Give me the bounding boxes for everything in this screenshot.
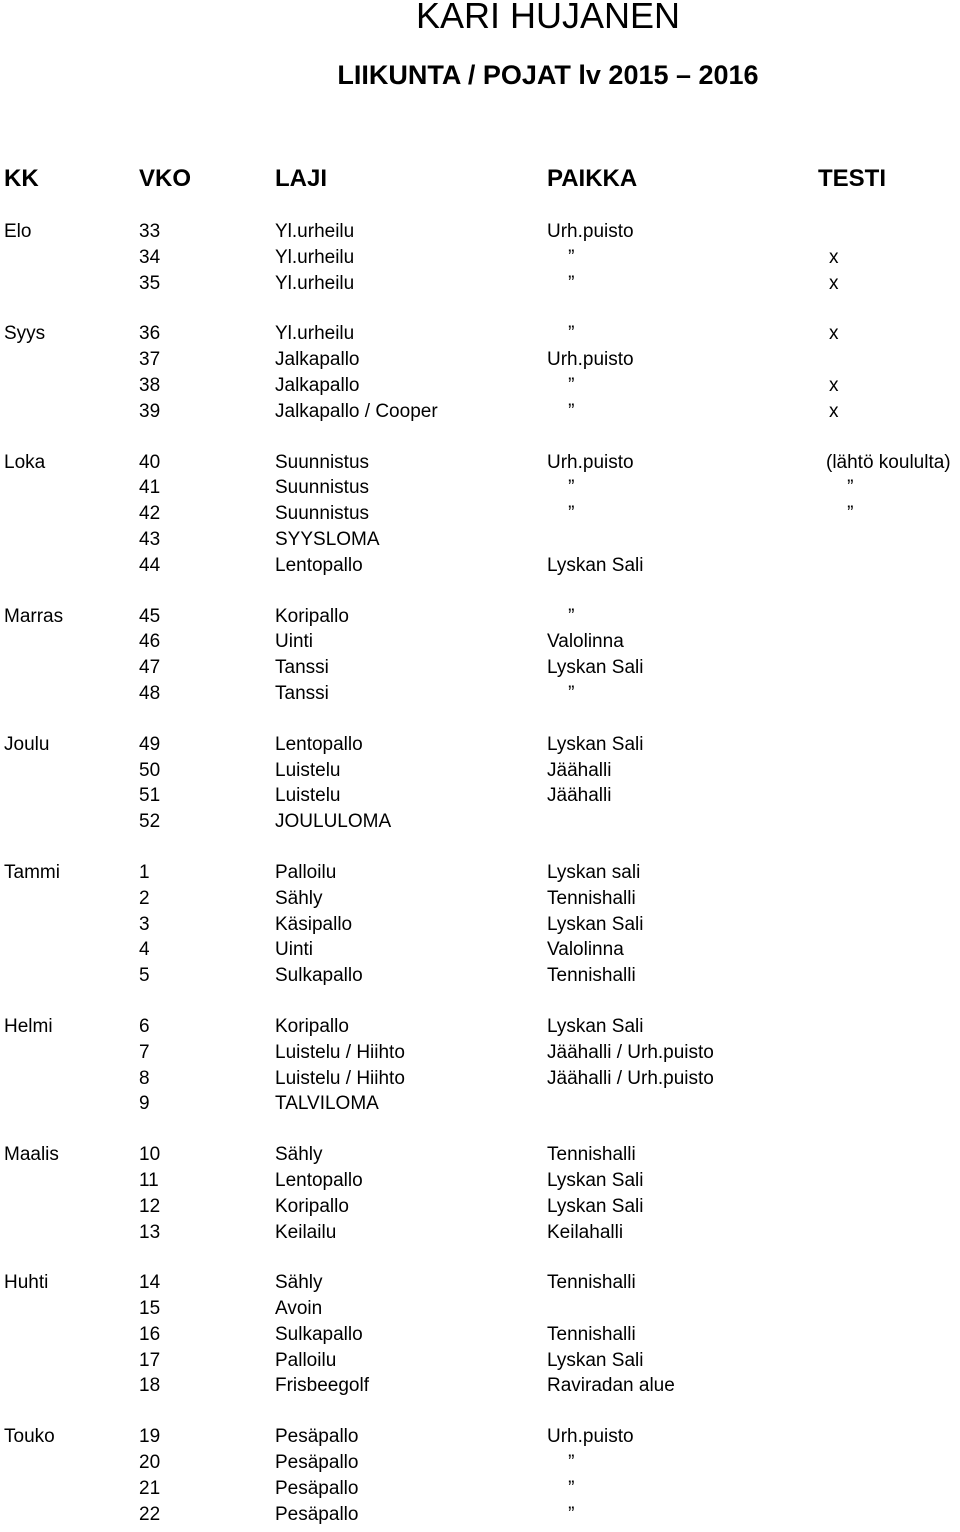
cell-vko: 20 bbox=[139, 1452, 161, 1474]
cell-paikka: Urh.puisto bbox=[547, 1426, 634, 1448]
table-row bbox=[0, 1297, 960, 1323]
cell-laji: Frisbeegolf bbox=[275, 1375, 369, 1397]
table-row bbox=[0, 1195, 960, 1221]
cell-laji: Sähly bbox=[275, 1272, 323, 1294]
cell-vko: 8 bbox=[139, 1067, 150, 1089]
cell-paikka: Lyskan Sali bbox=[547, 913, 644, 935]
table-row bbox=[0, 1451, 960, 1477]
cell-kk: Elo bbox=[4, 221, 32, 242]
cell-laji: Luistelu / Hiihto bbox=[275, 1041, 405, 1063]
table-row bbox=[0, 1477, 960, 1503]
cell-paikka: Urh.puisto bbox=[547, 349, 634, 371]
cell-vko: 38 bbox=[139, 374, 161, 396]
table-row bbox=[0, 220, 960, 246]
cell-laji: Uinti bbox=[275, 939, 314, 961]
cell-laji: Palloilu bbox=[275, 1349, 337, 1371]
cell-laji: Pesäpallo bbox=[275, 1452, 359, 1474]
cell-paikka: Lyskan Sali bbox=[547, 1349, 644, 1371]
table-row bbox=[0, 1041, 960, 1067]
cell-laji: Pesäpallo bbox=[275, 1503, 359, 1525]
cell-paikka: ” bbox=[547, 605, 575, 627]
cell-vko: 52 bbox=[139, 811, 161, 833]
cell-laji: Lentopallo bbox=[275, 554, 363, 576]
header-testi: TESTI bbox=[818, 165, 887, 192]
cell-laji: Suunnistus bbox=[275, 503, 370, 525]
table-row bbox=[0, 1143, 960, 1169]
cell-kk: Marras bbox=[4, 605, 64, 627]
cell-vko: 44 bbox=[139, 554, 161, 576]
cell-vko: 45 bbox=[139, 605, 161, 627]
cell-vko: 43 bbox=[139, 528, 161, 550]
cell-laji: Sähly bbox=[275, 1144, 323, 1166]
cell-vko: 40 bbox=[139, 451, 161, 473]
cell-vko: 18 bbox=[139, 1375, 161, 1397]
cell-kk: Huhti bbox=[4, 1272, 49, 1294]
cell-vko: 9 bbox=[139, 1093, 150, 1115]
cell-paikka: ” bbox=[547, 1503, 575, 1525]
cell-vko: 41 bbox=[139, 477, 161, 499]
cell-laji: Sähly bbox=[275, 887, 323, 909]
cell-paikka: Lyskan Sali bbox=[547, 1195, 644, 1217]
cell-vko: 3 bbox=[139, 913, 150, 935]
cell-vko: 6 bbox=[139, 1015, 150, 1037]
cell-paikka: Tennishalli bbox=[547, 1272, 636, 1294]
cell-vko: 34 bbox=[139, 246, 161, 268]
page-subtitle: LIIKUNTA / POJAT lv 2015 – 2016 bbox=[337, 60, 759, 90]
cell-testi: x bbox=[829, 323, 839, 345]
cell-paikka: ” bbox=[547, 400, 575, 422]
cell-kk: Tammi bbox=[4, 861, 60, 883]
cell-kk: Loka bbox=[4, 451, 46, 473]
cell-paikka: Lyskan Sali bbox=[547, 554, 644, 576]
table-row bbox=[0, 887, 960, 913]
cell-kk: Helmi bbox=[4, 1015, 53, 1037]
cell-vko: 22 bbox=[139, 1503, 161, 1525]
cell-vko: 51 bbox=[139, 785, 161, 807]
header-vko: VKO bbox=[139, 165, 192, 192]
cell-paikka: Lyskan sali bbox=[547, 861, 641, 883]
cell-paikka: Jäähalli / Urh.puisto bbox=[547, 1041, 714, 1063]
cell-paikka: Keilahalli bbox=[547, 1221, 624, 1243]
cell-laji: Koripallo bbox=[275, 1015, 349, 1037]
cell-paikka: Raviradan alue bbox=[547, 1375, 675, 1397]
cell-paikka: Valolinna bbox=[547, 939, 624, 961]
table-row bbox=[0, 528, 960, 554]
table-row bbox=[0, 656, 960, 682]
table-row bbox=[0, 938, 960, 964]
cell-paikka: ” bbox=[547, 503, 575, 525]
cell-laji: JOULULOMA bbox=[275, 811, 392, 833]
table-row bbox=[0, 1503, 960, 1529]
cell-paikka: Lyskan Sali bbox=[547, 1169, 644, 1191]
cell-vko: 11 bbox=[139, 1169, 159, 1191]
cell-laji: Sulkapallo bbox=[275, 1323, 363, 1345]
cell-laji: TALVILOMA bbox=[275, 1093, 379, 1115]
table-row bbox=[0, 810, 960, 836]
cell-vko: 35 bbox=[139, 272, 161, 294]
cell-laji: Luistelu bbox=[275, 785, 341, 807]
table-row bbox=[0, 1323, 960, 1349]
cell-kk: Syys bbox=[4, 323, 46, 345]
table-row bbox=[0, 374, 960, 400]
cell-vko: 19 bbox=[139, 1426, 161, 1448]
cell-laji: Suunnistus bbox=[275, 477, 370, 499]
cell-vko: 36 bbox=[139, 323, 161, 345]
table-row bbox=[0, 1169, 960, 1195]
cell-paikka: Lyskan Sali bbox=[547, 657, 644, 679]
cell-laji: Keilailu bbox=[275, 1221, 337, 1243]
cell-vko: 33 bbox=[139, 221, 161, 242]
cell-laji: Jalkapallo bbox=[275, 349, 360, 371]
cell-laji: Lentopallo bbox=[275, 733, 363, 755]
cell-laji: Lentopallo bbox=[275, 1169, 363, 1191]
cell-kk: Joulu bbox=[4, 733, 50, 755]
table-row bbox=[0, 1067, 960, 1093]
table-row bbox=[0, 400, 960, 426]
cell-vko: 48 bbox=[139, 682, 161, 704]
cell-vko: 14 bbox=[139, 1272, 161, 1294]
cell-laji: Luistelu bbox=[275, 759, 341, 781]
table-row bbox=[0, 784, 960, 810]
cell-testi: ” bbox=[826, 503, 854, 525]
cell-testi: x bbox=[829, 400, 839, 422]
cell-laji: SYYSLOMA bbox=[275, 528, 380, 550]
cell-paikka: Lyskan Sali bbox=[547, 733, 644, 755]
cell-testi: (lähtö koululta) bbox=[826, 451, 951, 473]
cell-paikka: Urh.puisto bbox=[547, 221, 634, 242]
cell-laji: Yl.urheilu bbox=[275, 246, 355, 268]
cell-laji: Koripallo bbox=[275, 605, 349, 627]
cell-testi: ” bbox=[826, 477, 854, 499]
cell-paikka: ” bbox=[547, 246, 575, 268]
cell-laji: Tanssi bbox=[275, 682, 329, 704]
cell-paikka: ” bbox=[547, 374, 575, 396]
cell-vko: 37 bbox=[139, 349, 161, 371]
cell-laji: Suunnistus bbox=[275, 451, 370, 473]
table-row bbox=[0, 322, 960, 348]
cell-paikka: ” bbox=[547, 477, 575, 499]
cell-vko: 21 bbox=[139, 1477, 161, 1499]
cell-vko: 15 bbox=[139, 1298, 161, 1320]
cell-testi: x bbox=[829, 246, 839, 268]
cell-vko: 39 bbox=[139, 400, 161, 422]
cell-vko: 13 bbox=[139, 1221, 161, 1243]
table-row bbox=[0, 272, 960, 298]
table-row bbox=[0, 1374, 960, 1400]
cell-vko: 1 bbox=[139, 861, 150, 883]
cell-paikka: Jäähalli / Urh.puisto bbox=[547, 1067, 714, 1089]
cell-testi: x bbox=[829, 374, 839, 396]
cell-laji: Tanssi bbox=[275, 657, 329, 679]
cell-laji: Yl.urheilu bbox=[275, 272, 355, 294]
cell-vko: 50 bbox=[139, 759, 161, 781]
table-row bbox=[0, 451, 960, 477]
cell-paikka: ” bbox=[547, 1452, 575, 1474]
cell-paikka: Jäähalli bbox=[547, 759, 612, 781]
cell-vko: 10 bbox=[139, 1144, 161, 1166]
table-row bbox=[0, 476, 960, 502]
column-headers bbox=[0, 163, 960, 195]
cell-laji: Käsipallo bbox=[275, 913, 353, 935]
cell-paikka: Valolinna bbox=[547, 631, 624, 653]
cell-vko: 46 bbox=[139, 631, 161, 653]
table-row bbox=[0, 605, 960, 631]
cell-paikka: Jäähalli bbox=[547, 785, 612, 807]
table-row bbox=[0, 1092, 960, 1118]
cell-kk: Touko bbox=[4, 1426, 55, 1448]
cell-laji: Sulkapallo bbox=[275, 965, 363, 987]
table-row bbox=[0, 733, 960, 759]
cell-paikka: Tennishalli bbox=[547, 1323, 636, 1345]
cell-paikka: ” bbox=[547, 1477, 575, 1499]
cell-paikka: ” bbox=[547, 323, 575, 345]
cell-laji: Luistelu / Hiihto bbox=[275, 1067, 405, 1089]
cell-laji: Uinti bbox=[275, 631, 314, 653]
table-row bbox=[0, 502, 960, 528]
schedule-table bbox=[0, 220, 960, 1528]
cell-laji: Avoin bbox=[275, 1298, 323, 1320]
cell-laji: Jalkapallo / Cooper bbox=[275, 400, 438, 422]
table-row bbox=[0, 682, 960, 708]
cell-paikka: Tennishalli bbox=[547, 965, 636, 987]
cell-laji: Yl.urheilu bbox=[275, 221, 355, 242]
table-row bbox=[0, 1425, 960, 1451]
table-row bbox=[0, 246, 960, 272]
header-kk: KK bbox=[4, 165, 39, 192]
cell-laji: Koripallo bbox=[275, 1195, 349, 1217]
cell-kk: Maalis bbox=[4, 1144, 59, 1166]
cell-paikka: Tennishalli bbox=[547, 1144, 636, 1166]
table-row bbox=[0, 630, 960, 656]
table-row bbox=[0, 964, 960, 990]
table-row bbox=[0, 1221, 960, 1247]
cell-testi: x bbox=[829, 272, 839, 294]
cell-vko: 47 bbox=[139, 657, 161, 679]
cell-laji: Pesäpallo bbox=[275, 1426, 359, 1448]
cell-paikka: Lyskan Sali bbox=[547, 1015, 644, 1037]
table-row bbox=[0, 554, 960, 580]
table-row bbox=[0, 759, 960, 785]
header-laji: LAJI bbox=[275, 165, 328, 192]
table-row bbox=[0, 861, 960, 887]
cell-paikka: Urh.puisto bbox=[547, 451, 634, 473]
table-row bbox=[0, 1271, 960, 1297]
table-row bbox=[0, 1349, 960, 1375]
table-row bbox=[0, 1015, 960, 1041]
cell-laji: Pesäpallo bbox=[275, 1477, 359, 1499]
cell-paikka: Tennishalli bbox=[547, 887, 636, 909]
cell-paikka: ” bbox=[547, 682, 575, 704]
cell-vko: 17 bbox=[139, 1349, 161, 1371]
cell-vko: 49 bbox=[139, 733, 161, 755]
cell-vko: 16 bbox=[139, 1323, 161, 1345]
table-row bbox=[0, 348, 960, 374]
cell-paikka: ” bbox=[547, 272, 575, 294]
header-paikka: PAIKKA bbox=[547, 165, 638, 192]
cell-vko: 5 bbox=[139, 965, 150, 987]
cell-laji: Palloilu bbox=[275, 861, 337, 883]
cell-vko: 42 bbox=[139, 503, 161, 525]
cell-vko: 4 bbox=[139, 939, 150, 961]
table-row bbox=[0, 913, 960, 939]
page-title: KARI HUJANEN bbox=[415, 0, 681, 36]
cell-vko: 2 bbox=[139, 887, 150, 909]
cell-laji: Yl.urheilu bbox=[275, 323, 355, 345]
cell-vko: 12 bbox=[139, 1195, 161, 1217]
cell-laji: Jalkapallo bbox=[275, 374, 360, 396]
cell-vko: 7 bbox=[139, 1041, 150, 1063]
